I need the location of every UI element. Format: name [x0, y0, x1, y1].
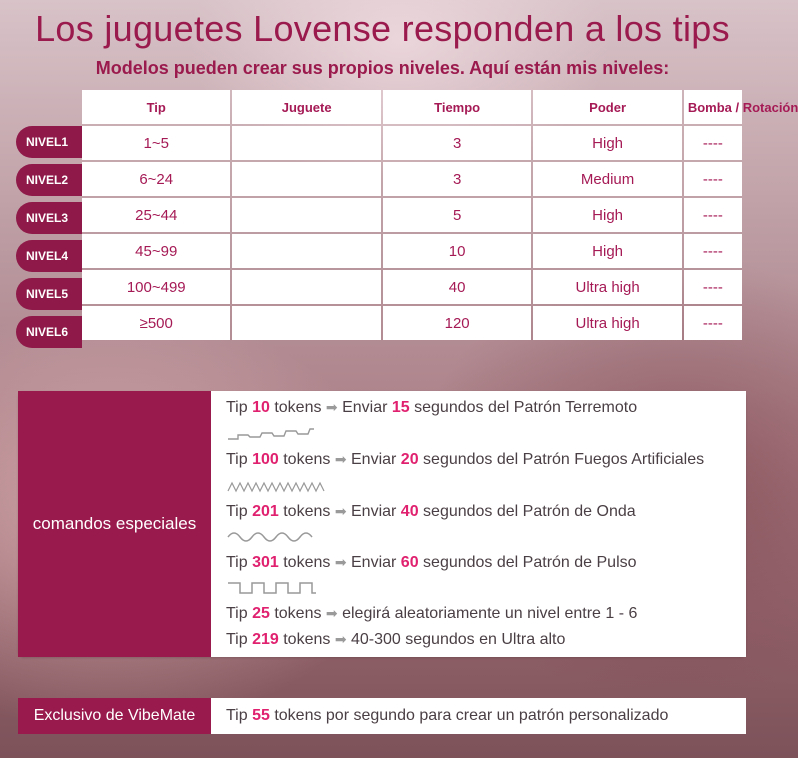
command-line	[226, 605, 637, 623]
cell-time: 3	[383, 126, 531, 160]
cell-tip: 6~24	[82, 162, 230, 196]
seconds-amount: 60	[400, 554, 419, 571]
command-text: tokens	[278, 631, 335, 648]
page-subtitle: Modelos pueden crear sus propios niveles. Aquí están mis niveles:	[95, 58, 670, 78]
seconds-amount: 40	[400, 503, 419, 520]
command-text: 40-300 segundos en Ultra alto	[346, 631, 566, 648]
table-header-row	[82, 90, 742, 124]
header-toy: Juguete	[232, 90, 380, 124]
command-line	[226, 399, 637, 417]
cell-power: High	[533, 126, 681, 160]
seconds-amount: 15	[391, 399, 410, 416]
token-amount: 201	[252, 503, 279, 520]
special-commands-label: comandos especiales	[18, 391, 211, 657]
token-amount: 25	[252, 605, 270, 622]
cell-power: Ultra high	[533, 270, 681, 304]
command-text: segundos del Patrón de Onda	[418, 503, 636, 520]
table-row	[82, 198, 742, 232]
table-row	[82, 126, 742, 160]
table-row	[82, 306, 742, 340]
cell-time: 5	[383, 198, 531, 232]
arrow-icon: ➡	[334, 503, 347, 519]
arrow-icon: ➡	[325, 399, 338, 415]
cell-toy	[232, 126, 380, 160]
command-text: segundos del Patrón Terremoto	[409, 399, 638, 416]
earthquake-pattern-icon	[226, 427, 316, 441]
token-amount: 301	[252, 554, 279, 571]
arrow-icon: ➡	[334, 451, 347, 467]
command-text: Enviar	[346, 554, 401, 571]
table-row	[82, 234, 742, 268]
cell-time: 120	[383, 306, 531, 340]
cell-bomb: ----	[684, 162, 742, 196]
cell-toy	[232, 270, 380, 304]
command-text: elegirá aleatoriamente un nivel entre 1 - 6	[337, 605, 638, 622]
vibemate-description	[211, 698, 746, 734]
table-row	[82, 270, 742, 304]
cell-toy	[232, 162, 380, 196]
command-line	[226, 631, 565, 649]
cell-bomb: ----	[684, 126, 742, 160]
fireworks-pattern-icon	[226, 479, 326, 493]
cell-power: Ultra high	[533, 306, 681, 340]
cell-bomb: ----	[684, 234, 742, 268]
level-badge: NIVEL2	[16, 164, 82, 196]
header-power: Poder	[533, 90, 681, 124]
page-title: Los juguetes Lovense responden a los tips	[35, 8, 730, 49]
token-amount: 100	[252, 451, 279, 468]
seconds-amount: 20	[400, 451, 419, 468]
level-badge: NIVEL1	[16, 126, 82, 158]
cell-tip: 25~44	[82, 198, 230, 232]
command-text: tokens	[269, 605, 326, 622]
command-line	[226, 451, 704, 469]
arrow-icon: ➡	[325, 605, 338, 621]
cell-time: 3	[383, 162, 531, 196]
cell-bomb: ----	[684, 270, 742, 304]
command-line	[226, 503, 636, 521]
command-text: tokens por segundo para crear un patrón personalizado	[269, 707, 669, 724]
token-amount: 219	[252, 631, 279, 648]
table-row	[82, 162, 742, 196]
cell-power: High	[533, 234, 681, 268]
cell-tip: ≥500	[82, 306, 230, 340]
command-line	[226, 554, 637, 572]
cell-power: Medium	[533, 162, 681, 196]
vibemate-panel	[18, 698, 746, 734]
command-prefix: Tip	[226, 631, 253, 648]
pulse-pattern-icon	[226, 581, 318, 595]
token-amount: 10	[252, 399, 270, 416]
command-prefix: Tip	[226, 554, 253, 571]
command-prefix: Tip	[226, 503, 253, 520]
command-prefix: Tip	[226, 605, 253, 622]
command-text: tokens	[269, 399, 326, 416]
command-text: tokens	[278, 554, 335, 571]
command-text: segundos del Patrón Fuegos Artificiales	[418, 451, 705, 468]
level-badge: NIVEL5	[16, 278, 82, 310]
command-text: Enviar	[346, 451, 401, 468]
level-badge: NIVEL3	[16, 202, 82, 234]
cell-time: 10	[383, 234, 531, 268]
arrow-icon: ➡	[334, 631, 347, 647]
vibemate-label: Exclusivo de VibeMate	[18, 698, 211, 734]
header-tip: Tip	[82, 90, 230, 124]
arrow-icon: ➡	[334, 554, 347, 570]
header-time: Tiempo	[383, 90, 531, 124]
cell-bomb: ----	[684, 198, 742, 232]
cell-time: 40	[383, 270, 531, 304]
cell-tip: 45~99	[82, 234, 230, 268]
wave-pattern-icon	[226, 529, 312, 545]
command-text: tokens	[278, 503, 335, 520]
levels-table	[80, 88, 798, 342]
cell-toy	[232, 306, 380, 340]
command-prefix: Tip	[226, 399, 253, 416]
command-prefix: Tip	[226, 451, 253, 468]
command-text: Enviar	[346, 503, 401, 520]
cell-power: High	[533, 198, 681, 232]
cell-toy	[232, 198, 380, 232]
cell-tip: 1~5	[82, 126, 230, 160]
cell-toy	[232, 234, 380, 268]
command-text: Enviar	[337, 399, 392, 416]
level-badge: NIVEL6	[16, 316, 82, 348]
level-badge: NIVEL4	[16, 240, 82, 272]
special-commands-panel	[18, 391, 746, 657]
cell-bomb: ----	[684, 306, 742, 340]
command-prefix: Tip	[226, 707, 253, 724]
command-text: segundos del Patrón de Pulso	[418, 554, 637, 571]
token-amount: 55	[252, 707, 270, 724]
special-commands-list	[211, 391, 746, 657]
cell-tip: 100~499	[82, 270, 230, 304]
command-text: tokens	[278, 451, 335, 468]
header-bomb: Bomba / Rotación	[684, 90, 742, 124]
